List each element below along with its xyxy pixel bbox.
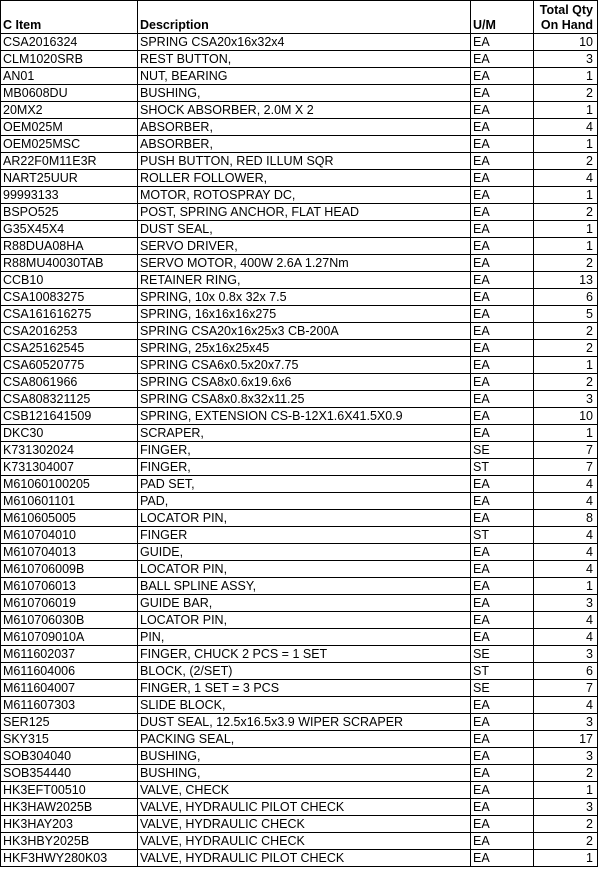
cell-item: HK3HAY203 [1, 816, 138, 833]
table-row [1, 765, 598, 782]
cell-description: PIN, [138, 629, 471, 646]
cell-item: SER125 [1, 714, 138, 731]
cell-um: ST [471, 663, 534, 680]
cell-um: ST [471, 459, 534, 476]
cell-qty: 2 [534, 340, 598, 357]
cell-item: M611604006 [1, 663, 138, 680]
table-row [1, 391, 598, 408]
cell-description: VALVE, HYDRAULIC CHECK [138, 816, 471, 833]
cell-item: AR22F0M11E3R [1, 153, 138, 170]
cell-item: CSA161616275 [1, 306, 138, 323]
cell-um: EA [471, 850, 534, 867]
cell-item: M610704010 [1, 527, 138, 544]
cell-qty: 3 [534, 799, 598, 816]
cell-qty: 2 [534, 204, 598, 221]
cell-item: CSA808321125 [1, 391, 138, 408]
cell-description: PACKING SEAL, [138, 731, 471, 748]
cell-description: RETAINER RING, [138, 272, 471, 289]
cell-item: HKF3HWY280K03 [1, 850, 138, 867]
table-row [1, 663, 598, 680]
table-row [1, 170, 598, 187]
cell-item: M610706019 [1, 595, 138, 612]
cell-um: EA [471, 697, 534, 714]
cell-um: EA [471, 255, 534, 272]
table-row [1, 408, 598, 425]
cell-qty: 4 [534, 476, 598, 493]
cell-um: EA [471, 391, 534, 408]
cell-um: EA [471, 153, 534, 170]
cell-qty: 13 [534, 272, 598, 289]
table-row [1, 782, 598, 799]
cell-qty: 2 [534, 323, 598, 340]
cell-item: DKC30 [1, 425, 138, 442]
header-row [1, 1, 598, 34]
cell-item: K731304007 [1, 459, 138, 476]
cell-description: SHOCK ABSORBER, 2.0M X 2 [138, 102, 471, 119]
cell-qty: 1 [534, 578, 598, 595]
cell-um: EA [471, 85, 534, 102]
cell-description: SPRING CSA20x16x32x4 [138, 34, 471, 51]
cell-qty: 7 [534, 680, 598, 697]
cell-item: R88DUA08HA [1, 238, 138, 255]
table-row [1, 629, 598, 646]
cell-item: M61060100205 [1, 476, 138, 493]
cell-description: ABSORBER, [138, 136, 471, 153]
cell-item: BSPO525 [1, 204, 138, 221]
table-row [1, 714, 598, 731]
cell-description: VALVE, HYDRAULIC PILOT CHECK [138, 799, 471, 816]
table-row [1, 595, 598, 612]
cell-um: EA [471, 799, 534, 816]
cell-description: FINGER, [138, 442, 471, 459]
table-row [1, 680, 598, 697]
table-row [1, 323, 598, 340]
cell-um: EA [471, 221, 534, 238]
cell-description: ABSORBER, [138, 119, 471, 136]
cell-qty: 4 [534, 697, 598, 714]
table-row [1, 442, 598, 459]
table-row [1, 221, 598, 238]
cell-qty: 2 [534, 85, 598, 102]
table-row [1, 697, 598, 714]
cell-um: EA [471, 119, 534, 136]
table-row [1, 561, 598, 578]
cell-item: CSB121641509 [1, 408, 138, 425]
cell-item: CSA10083275 [1, 289, 138, 306]
cell-qty: 4 [534, 493, 598, 510]
table-body [1, 34, 598, 867]
cell-um: EA [471, 289, 534, 306]
table-row [1, 85, 598, 102]
cell-item: M610706013 [1, 578, 138, 595]
cell-description: PUSH BUTTON, RED ILLUM SQR [138, 153, 471, 170]
header-description: Description [138, 1, 471, 34]
cell-item: CSA25162545 [1, 340, 138, 357]
table-row [1, 425, 598, 442]
cell-um: EA [471, 408, 534, 425]
cell-um: EA [471, 170, 534, 187]
cell-um: EA [471, 357, 534, 374]
table-row [1, 476, 598, 493]
cell-um: EA [471, 816, 534, 833]
cell-qty: 1 [534, 782, 598, 799]
cell-qty: 1 [534, 425, 598, 442]
cell-item: M610601101 [1, 493, 138, 510]
cell-qty: 6 [534, 289, 598, 306]
cell-qty: 4 [534, 544, 598, 561]
cell-qty: 8 [534, 510, 598, 527]
cell-um: EA [471, 748, 534, 765]
cell-item: M610706009B [1, 561, 138, 578]
cell-qty: 1 [534, 187, 598, 204]
cell-qty: 1 [534, 136, 598, 153]
table-row [1, 204, 598, 221]
table-row [1, 527, 598, 544]
cell-description: POST, SPRING ANCHOR, FLAT HEAD [138, 204, 471, 221]
cell-item: 20MX2 [1, 102, 138, 119]
header-qty-line1: Total Qty [539, 3, 593, 17]
table-row [1, 357, 598, 374]
cell-um: EA [471, 306, 534, 323]
table-row [1, 748, 598, 765]
cell-qty: 3 [534, 714, 598, 731]
cell-description: FINGER, 1 SET = 3 PCS [138, 680, 471, 697]
cell-qty: 1 [534, 850, 598, 867]
table-row [1, 187, 598, 204]
cell-description: VALVE, HYDRAULIC PILOT CHECK [138, 850, 471, 867]
cell-item: M610706030B [1, 612, 138, 629]
cell-description: REST BUTTON, [138, 51, 471, 68]
cell-um: EA [471, 34, 534, 51]
cell-description: SERVO MOTOR, 400W 2.6A 1.27Nm [138, 255, 471, 272]
table-row [1, 102, 598, 119]
cell-item: M611607303 [1, 697, 138, 714]
cell-item: CSA8061966 [1, 374, 138, 391]
cell-um: SE [471, 680, 534, 697]
cell-description: VALVE, HYDRAULIC CHECK [138, 833, 471, 850]
cell-item: M611604007 [1, 680, 138, 697]
cell-description: SPRING, EXTENSION CS-B-12X1.6X41.5X0.9 [138, 408, 471, 425]
cell-um: EA [471, 136, 534, 153]
cell-description: SPRING, 25x16x25x45 [138, 340, 471, 357]
cell-item: M610704013 [1, 544, 138, 561]
table-row [1, 238, 598, 255]
cell-description: PAD, [138, 493, 471, 510]
table-row [1, 459, 598, 476]
cell-um: EA [471, 612, 534, 629]
cell-um: EA [471, 187, 534, 204]
table-row [1, 289, 598, 306]
table-row [1, 799, 598, 816]
cell-qty: 7 [534, 459, 598, 476]
cell-item: 99993133 [1, 187, 138, 204]
table-row [1, 493, 598, 510]
cell-qty: 4 [534, 170, 598, 187]
cell-qty: 10 [534, 34, 598, 51]
cell-description: GUIDE, [138, 544, 471, 561]
cell-item: MB0608DU [1, 85, 138, 102]
cell-qty: 3 [534, 51, 598, 68]
cell-description: BUSHING, [138, 85, 471, 102]
cell-qty: 3 [534, 595, 598, 612]
cell-um: EA [471, 714, 534, 731]
cell-qty: 4 [534, 561, 598, 578]
cell-item: CSA60520775 [1, 357, 138, 374]
cell-um: EA [471, 425, 534, 442]
table-row [1, 816, 598, 833]
cell-qty: 1 [534, 238, 598, 255]
cell-um: EA [471, 833, 534, 850]
cell-description: DUST SEAL, [138, 221, 471, 238]
cell-description: MOTOR, ROTOSPRAY DC, [138, 187, 471, 204]
cell-um: EA [471, 731, 534, 748]
cell-qty: 4 [534, 119, 598, 136]
cell-description: DUST SEAL, 12.5x16.5x3.9 WIPER SCRAPER [138, 714, 471, 731]
cell-description: NUT, BEARING [138, 68, 471, 85]
cell-description: BUSHING, [138, 765, 471, 782]
cell-item: CCB10 [1, 272, 138, 289]
cell-qty: 7 [534, 442, 598, 459]
cell-description: SPRING, 16x16x16x275 [138, 306, 471, 323]
cell-item: R88MU40030TAB [1, 255, 138, 272]
cell-item: HK3HAW2025B [1, 799, 138, 816]
cell-um: EA [471, 51, 534, 68]
cell-qty: 2 [534, 374, 598, 391]
cell-um: EA [471, 68, 534, 85]
cell-qty: 2 [534, 833, 598, 850]
cell-qty: 3 [534, 391, 598, 408]
table-row [1, 51, 598, 68]
cell-description: SPRING, 10x 0.8x 32x 7.5 [138, 289, 471, 306]
table-row [1, 34, 598, 51]
table-row [1, 68, 598, 85]
table-row [1, 850, 598, 867]
cell-um: EA [471, 782, 534, 799]
cell-description: FINGER, [138, 459, 471, 476]
cell-um: ST [471, 527, 534, 544]
cell-description: LOCATOR PIN, [138, 612, 471, 629]
cell-um: EA [471, 595, 534, 612]
cell-item: SOB304040 [1, 748, 138, 765]
table-row [1, 578, 598, 595]
cell-description: SPRING CSA6x0.5x20x7.75 [138, 357, 471, 374]
cell-description: LOCATOR PIN, [138, 561, 471, 578]
cell-um: EA [471, 629, 534, 646]
table-row [1, 119, 598, 136]
cell-um: EA [471, 323, 534, 340]
table-row [1, 646, 598, 663]
cell-item: HK3EFT00510 [1, 782, 138, 799]
cell-qty: 2 [534, 816, 598, 833]
cell-description: SPRING CSA20x16x25x3 CB-200A [138, 323, 471, 340]
cell-item: OEM025MSC [1, 136, 138, 153]
table-row [1, 833, 598, 850]
table-row [1, 374, 598, 391]
table-row [1, 731, 598, 748]
cell-item: M610605005 [1, 510, 138, 527]
cell-um: SE [471, 442, 534, 459]
cell-qty: 1 [534, 68, 598, 85]
cell-qty: 1 [534, 357, 598, 374]
header-qty-line2: On Hand [540, 18, 593, 32]
cell-qty: 1 [534, 102, 598, 119]
cell-item: CSA2016324 [1, 34, 138, 51]
cell-qty: 6 [534, 663, 598, 680]
cell-qty: 4 [534, 612, 598, 629]
cell-qty: 2 [534, 255, 598, 272]
cell-description: SPRING CSA8x0.8x32x11.25 [138, 391, 471, 408]
cell-description: VALVE, CHECK [138, 782, 471, 799]
cell-item: M610709010A [1, 629, 138, 646]
cell-item: CLM1020SRB [1, 51, 138, 68]
cell-qty: 4 [534, 629, 598, 646]
cell-um: EA [471, 493, 534, 510]
table-row [1, 306, 598, 323]
cell-um: EA [471, 272, 534, 289]
cell-item: SOB354440 [1, 765, 138, 782]
cell-qty: 3 [534, 748, 598, 765]
cell-um: EA [471, 578, 534, 595]
cell-description: SPRING CSA8x0.6x19.6x6 [138, 374, 471, 391]
cell-item: OEM025M [1, 119, 138, 136]
cell-item: G35X45X4 [1, 221, 138, 238]
table-row [1, 612, 598, 629]
cell-um: EA [471, 374, 534, 391]
cell-description: BUSHING, [138, 748, 471, 765]
cell-description: FINGER [138, 527, 471, 544]
header-item: C Item [1, 1, 138, 34]
table-row [1, 340, 598, 357]
cell-description: PAD SET, [138, 476, 471, 493]
cell-um: EA [471, 102, 534, 119]
cell-item: NART25UUR [1, 170, 138, 187]
cell-qty: 5 [534, 306, 598, 323]
cell-um: EA [471, 476, 534, 493]
cell-um: EA [471, 544, 534, 561]
table-row [1, 136, 598, 153]
cell-um: EA [471, 340, 534, 357]
cell-item: HK3HBY2025B [1, 833, 138, 850]
cell-description: LOCATOR PIN, [138, 510, 471, 527]
cell-qty: 4 [534, 527, 598, 544]
table-row [1, 272, 598, 289]
cell-qty: 10 [534, 408, 598, 425]
cell-um: EA [471, 510, 534, 527]
cell-qty: 17 [534, 731, 598, 748]
table-row [1, 544, 598, 561]
header-um: U/M [471, 1, 534, 34]
table-row [1, 255, 598, 272]
cell-description: SLIDE BLOCK, [138, 697, 471, 714]
cell-item: SKY315 [1, 731, 138, 748]
cell-description: SCRAPER, [138, 425, 471, 442]
cell-um: EA [471, 204, 534, 221]
cell-description: ROLLER FOLLOWER, [138, 170, 471, 187]
cell-um: EA [471, 561, 534, 578]
cell-um: EA [471, 238, 534, 255]
cell-description: SERVO DRIVER, [138, 238, 471, 255]
cell-description: FINGER, CHUCK 2 PCS = 1 SET [138, 646, 471, 663]
cell-description: BALL SPLINE ASSY, [138, 578, 471, 595]
cell-qty: 1 [534, 221, 598, 238]
header-total-qty [534, 1, 598, 34]
cell-description: GUIDE BAR, [138, 595, 471, 612]
cell-description: BLOCK, (2/SET) [138, 663, 471, 680]
cell-item: CSA2016253 [1, 323, 138, 340]
table-row [1, 510, 598, 527]
cell-item: AN01 [1, 68, 138, 85]
cell-qty: 3 [534, 646, 598, 663]
table-row [1, 153, 598, 170]
cell-item: K731302024 [1, 442, 138, 459]
cell-um: SE [471, 646, 534, 663]
cell-item: M611602037 [1, 646, 138, 663]
cell-um: EA [471, 765, 534, 782]
cell-qty: 2 [534, 765, 598, 782]
cell-qty: 2 [534, 153, 598, 170]
